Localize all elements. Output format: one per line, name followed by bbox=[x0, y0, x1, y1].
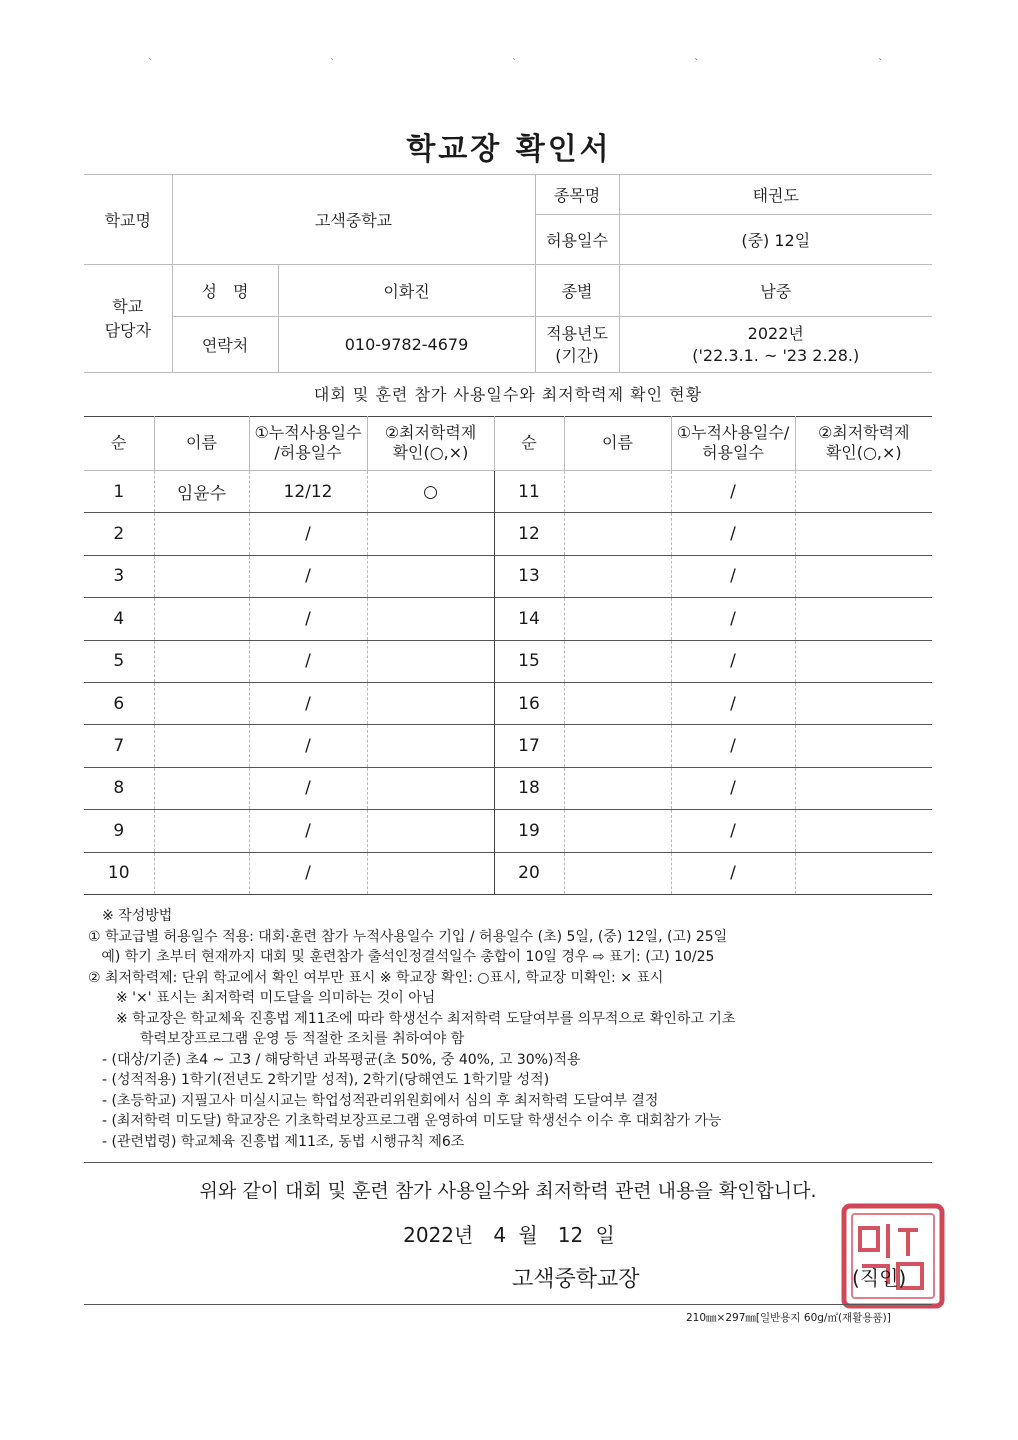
instruction-line: ※ '×' 표시는 최저학력 미도달을 의미하는 것이 아님 bbox=[116, 990, 436, 1006]
row-number-right: 20 bbox=[494, 852, 564, 894]
row-days-right: / bbox=[671, 767, 795, 809]
instruction-line: ① 학교급별 허용일수 적용: 대회·훈련 참가 누적사용일수 기입 / 허용일수 (초) 5일, (중) 12일, (고) 25일 bbox=[88, 928, 728, 945]
manager-name-value: 이화진 bbox=[278, 265, 535, 317]
table-row bbox=[84, 513, 932, 555]
row-name-right bbox=[564, 640, 671, 682]
table-row bbox=[84, 725, 932, 767]
principal-title: 고색중학교장 bbox=[512, 1267, 640, 1292]
year-label: 적용년도 (기간) bbox=[535, 317, 619, 373]
paper-spec: 210㎜×297㎜[일반용지 60g/㎡(재활용품)] bbox=[686, 1312, 891, 1324]
row-check-right bbox=[795, 682, 932, 724]
divider bbox=[84, 1162, 932, 1163]
row-number-left: 2 bbox=[84, 513, 154, 555]
row-name-right bbox=[564, 725, 671, 767]
instruction-line: - (성적적용) 1학기(전년도 2학기말 성적), 2학기(당해연도 1학기말 성적) bbox=[102, 1072, 550, 1088]
row-days-left: / bbox=[249, 810, 367, 852]
confirmation-text: 위와 같이 대회 및 훈련 참가 사용일수와 최저학력 관련 내용을 확인합니다. bbox=[199, 1180, 817, 1202]
row-name-right bbox=[564, 852, 671, 894]
row-name-left bbox=[154, 513, 249, 555]
col-days-right: ①누적사용일수/ 허용일수 bbox=[671, 416, 795, 471]
instruction-line: - (대상/기준) 초4 ~ 고3 / 해당학년 과목평균(초 50%, 중 40%, 고 30%)적용 bbox=[102, 1051, 581, 1068]
instruction-line: 예) 학기 초부터 현재까지 대회 및 훈련참가 출석인정결석일수 총합이 10일 경우 ⇨ 표기: (고) 10/25 bbox=[88, 949, 715, 965]
row-days-right: / bbox=[671, 682, 795, 724]
manager-name-label: 성 명 bbox=[172, 265, 278, 317]
school-name-value: 고색중학교 bbox=[172, 175, 535, 265]
table-row bbox=[84, 810, 932, 852]
official-seal-icon bbox=[838, 1200, 948, 1312]
table-row bbox=[84, 682, 932, 724]
table-row bbox=[84, 767, 932, 809]
school-name-label: 학교명 bbox=[84, 175, 172, 265]
col-name-left: 이름 bbox=[154, 416, 249, 471]
row-check-right bbox=[795, 640, 932, 682]
row-name-right bbox=[564, 471, 671, 513]
table-row bbox=[84, 640, 932, 682]
allowed-days-value: (중) 12일 bbox=[619, 215, 932, 265]
row-number-left: 8 bbox=[84, 767, 154, 809]
row-name-right bbox=[564, 555, 671, 597]
instruction-line: 학력보장프로그램 운영 등 적절한 조치를 취하여야 함 bbox=[140, 1031, 465, 1047]
col-no-left: 순 bbox=[84, 416, 154, 471]
row-days-right: / bbox=[671, 852, 795, 894]
row-check-right bbox=[795, 598, 932, 640]
row-check-left bbox=[367, 555, 494, 597]
row-days-left: 12/12 bbox=[249, 471, 367, 513]
row-name-right bbox=[564, 810, 671, 852]
row-days-left: / bbox=[249, 598, 367, 640]
row-name-right bbox=[564, 682, 671, 724]
row-check-left: ○ bbox=[367, 471, 494, 513]
row-name-left bbox=[154, 725, 249, 767]
row-number-right: 18 bbox=[494, 767, 564, 809]
row-check-right bbox=[795, 471, 932, 513]
row-days-right: / bbox=[671, 471, 795, 513]
row-check-left bbox=[367, 725, 494, 767]
row-days-left: / bbox=[249, 767, 367, 809]
instruction-line: ② 최저학력제: 단위 학교에서 확인 여부만 표시 ※ 학교장 확인: ○표시, 학교장 미확인: × 표시 bbox=[88, 969, 664, 986]
row-days-right: / bbox=[671, 513, 795, 555]
row-check-right bbox=[795, 852, 932, 894]
row-name-left bbox=[154, 852, 249, 894]
row-check-left bbox=[367, 598, 494, 640]
footer-divider bbox=[84, 1304, 932, 1305]
instruction-line: ※ 작성방법 bbox=[102, 908, 173, 924]
row-check-right bbox=[795, 513, 932, 555]
participation-table bbox=[84, 416, 932, 895]
section-title: 대회 및 훈련 참가 사용일수와 최저학력제 확인 현황 bbox=[84, 374, 932, 417]
row-days-right: / bbox=[671, 810, 795, 852]
col-check-right: ②최저학력제 확인(○,×) bbox=[795, 416, 932, 471]
school-info-table bbox=[84, 174, 932, 373]
table-row bbox=[84, 598, 932, 640]
row-name-right bbox=[564, 598, 671, 640]
row-name-left bbox=[154, 640, 249, 682]
row-number-left: 4 bbox=[84, 598, 154, 640]
row-check-left bbox=[367, 852, 494, 894]
year-value: 2022년 ('22.3.1. ~ '23 2.28.) bbox=[619, 317, 932, 373]
row-days-right: / bbox=[671, 598, 795, 640]
row-number-right: 15 bbox=[494, 640, 564, 682]
row-number-right: 14 bbox=[494, 598, 564, 640]
row-check-left bbox=[367, 682, 494, 724]
writing-instructions bbox=[88, 906, 932, 1152]
row-days-left: / bbox=[249, 852, 367, 894]
row-number-right: 13 bbox=[494, 555, 564, 597]
row-name-left bbox=[154, 555, 249, 597]
sport-value: 태권도 bbox=[619, 175, 932, 215]
row-days-left: / bbox=[249, 640, 367, 682]
row-check-right bbox=[795, 810, 932, 852]
table-row bbox=[84, 852, 932, 894]
row-number-left: 6 bbox=[84, 682, 154, 724]
row-days-right: / bbox=[671, 555, 795, 597]
row-name-left bbox=[154, 598, 249, 640]
instruction-line: - (관련법령) 학교체육 진흥법 제11조, 동법 시행규칙 제6조 bbox=[102, 1133, 465, 1150]
row-number-left: 10 bbox=[84, 852, 154, 894]
row-number-right: 12 bbox=[494, 513, 564, 555]
allowed-days-label: 허용일수 bbox=[535, 215, 619, 265]
row-number-left: 5 bbox=[84, 640, 154, 682]
row-check-right bbox=[795, 767, 932, 809]
row-number-left: 9 bbox=[84, 810, 154, 852]
row-name-left bbox=[154, 767, 249, 809]
table-row bbox=[84, 471, 932, 513]
row-number-right: 11 bbox=[494, 471, 564, 513]
type-label: 종별 bbox=[535, 265, 619, 317]
row-number-right: 19 bbox=[494, 810, 564, 852]
contact-label: 연락처 bbox=[172, 317, 278, 373]
row-days-right: / bbox=[671, 640, 795, 682]
row-name-left bbox=[154, 682, 249, 724]
document-title: 학교장 확인서 bbox=[406, 132, 612, 167]
seal-label: (직인) bbox=[852, 1266, 907, 1290]
col-no-right: 순 bbox=[494, 416, 564, 471]
table-row bbox=[84, 555, 932, 597]
row-name-left: 임윤수 bbox=[154, 471, 249, 513]
sport-label: 종목명 bbox=[535, 175, 619, 215]
row-check-left bbox=[367, 810, 494, 852]
col-name-right: 이름 bbox=[564, 416, 671, 471]
row-number-left: 7 bbox=[84, 725, 154, 767]
row-days-left: / bbox=[249, 555, 367, 597]
row-days-left: / bbox=[249, 682, 367, 724]
contact-value: 010-9782-4679 bbox=[278, 317, 535, 373]
row-days-right: / bbox=[671, 725, 795, 767]
col-check-left: ②최저학력제 확인(○,×) bbox=[367, 416, 494, 471]
issue-date: 2022년 4 월 12 일 bbox=[403, 1223, 615, 1247]
instruction-line: ※ 학교장은 학교체육 진흥법 제11조에 따라 학생선수 최저학력 도달여부를 의무적으로 확인하고 기초 bbox=[116, 1010, 736, 1027]
row-check-right bbox=[795, 725, 932, 767]
col-days-left: ①누적사용일수 /허용일수 bbox=[249, 416, 367, 471]
row-name-left bbox=[154, 810, 249, 852]
row-check-left bbox=[367, 640, 494, 682]
row-check-right bbox=[795, 555, 932, 597]
row-days-left: / bbox=[249, 513, 367, 555]
scan-marks: ` ` ` ` ` bbox=[148, 58, 883, 69]
instruction-line: - (최저학력 미도달) 학교장은 기초학력보장프로그램 운영하여 미도달 학생선수 이수 후 대회참가 가능 bbox=[102, 1113, 722, 1129]
row-name-right bbox=[564, 513, 671, 555]
row-number-right: 17 bbox=[494, 725, 564, 767]
instruction-line: - (초등학교) 지필고사 미실시교는 학업성적관리위원회에서 심의 후 최저학력 도달여부 결정 bbox=[102, 1092, 659, 1109]
type-value: 남중 bbox=[619, 265, 932, 317]
row-days-left: / bbox=[249, 725, 367, 767]
row-check-left bbox=[367, 513, 494, 555]
manager-label: 학교 담당자 bbox=[84, 265, 172, 373]
row-check-left bbox=[367, 767, 494, 809]
row-number-left: 1 bbox=[84, 471, 154, 513]
row-name-right bbox=[564, 767, 671, 809]
row-number-left: 3 bbox=[84, 555, 154, 597]
row-number-right: 16 bbox=[494, 682, 564, 724]
